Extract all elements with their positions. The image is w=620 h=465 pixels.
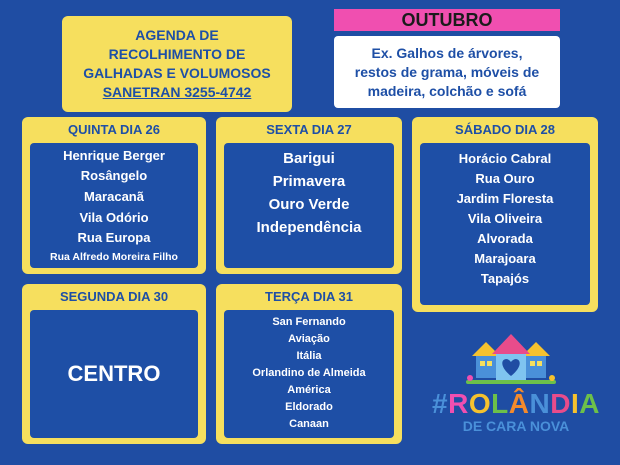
day-title-segunda: SEGUNDA DIA 30 xyxy=(59,289,169,304)
place-item: Aviação xyxy=(288,333,330,345)
day-title-quinta: QUINTA DIA 26 xyxy=(68,122,160,137)
logo-hashtag-text xyxy=(432,388,600,419)
place-list-segunda xyxy=(30,310,198,438)
place-item: Rua Europa xyxy=(77,230,151,246)
logo-tagline: DE CARA NOVA xyxy=(462,418,570,434)
place-item: Itália xyxy=(296,350,322,362)
place-item: CENTRO xyxy=(67,361,161,386)
month-banner: OUTUBRO xyxy=(334,9,560,31)
place-item: Ouro Verde xyxy=(268,196,350,213)
houses-heart-icon xyxy=(466,330,556,388)
place-item: Primavera xyxy=(272,173,346,190)
logo-letter: Â xyxy=(508,388,530,419)
place-item: Tapajós xyxy=(480,271,530,286)
place-item: Barigui xyxy=(283,150,335,167)
agenda-title-box xyxy=(62,16,292,112)
logo-hashtag xyxy=(426,388,606,420)
logo-letter: R xyxy=(448,388,469,419)
place-item: Orlandino de Almeida xyxy=(252,367,366,379)
place-item: Jardim Floresta xyxy=(456,191,554,206)
example-line-1: Ex. Galhos de árvores, xyxy=(371,44,523,61)
agenda-title-line-3: GALHADAS E VOLUMOSOS xyxy=(83,65,271,81)
place-item: Maracanã xyxy=(84,189,144,205)
logo-letter: D xyxy=(550,388,571,419)
place-item: Alvorada xyxy=(477,231,533,246)
place-list-terca xyxy=(224,310,394,438)
example-line-3: madeira, colchão e sofá xyxy=(367,82,527,99)
day-title-sabado: SÁBADO DIA 28 xyxy=(455,122,555,137)
day-title-terca: TERÇA DIA 31 xyxy=(265,289,353,304)
day-card-sabado xyxy=(412,117,598,312)
logo-letter: N xyxy=(529,388,551,419)
place-item: Independência xyxy=(256,219,362,236)
rolandia-logo xyxy=(420,330,610,440)
logo-letter: I xyxy=(570,388,580,419)
day-title-sexta: SEXTA DIA 27 xyxy=(266,122,352,137)
place-item: Horácio Cabral xyxy=(458,151,552,166)
place-list-sabado xyxy=(420,143,590,305)
day-card-terca xyxy=(216,284,402,444)
example-box xyxy=(334,36,560,108)
place-item: América xyxy=(287,384,331,396)
agenda-title-line-1: AGENDA DE xyxy=(135,27,219,43)
day-card-quinta xyxy=(22,117,206,274)
logo-letter: A xyxy=(579,388,600,419)
place-item: Rua Ouro xyxy=(475,171,535,186)
place-item: Marajoara xyxy=(474,251,536,266)
day-card-segunda xyxy=(22,284,206,444)
place-item: Vila Odório xyxy=(79,209,149,225)
place-item: Canaan xyxy=(289,418,329,430)
logo-letter: O xyxy=(468,388,492,419)
place-item: Rua Alfredo Moreira Filho xyxy=(50,251,178,264)
place-item: Eldorado xyxy=(285,401,333,413)
place-list-sexta xyxy=(224,143,394,268)
place-item: Rosângelo xyxy=(80,168,148,184)
example-line-2: restos de grama, móveis de xyxy=(354,63,540,80)
agenda-title-line-2: RECOLHIMENTO DE xyxy=(108,46,246,62)
logo-letter: # xyxy=(432,388,449,419)
sanetran-phone: SANETRAN 3255-4742 xyxy=(102,84,252,100)
place-item: Vila Oliveira xyxy=(467,211,543,226)
place-item: Henrique Berger xyxy=(63,147,165,163)
place-item: San Fernando xyxy=(272,316,346,328)
logo-letter: L xyxy=(491,388,509,419)
place-list-quinta xyxy=(30,143,198,268)
day-card-sexta xyxy=(216,117,402,274)
